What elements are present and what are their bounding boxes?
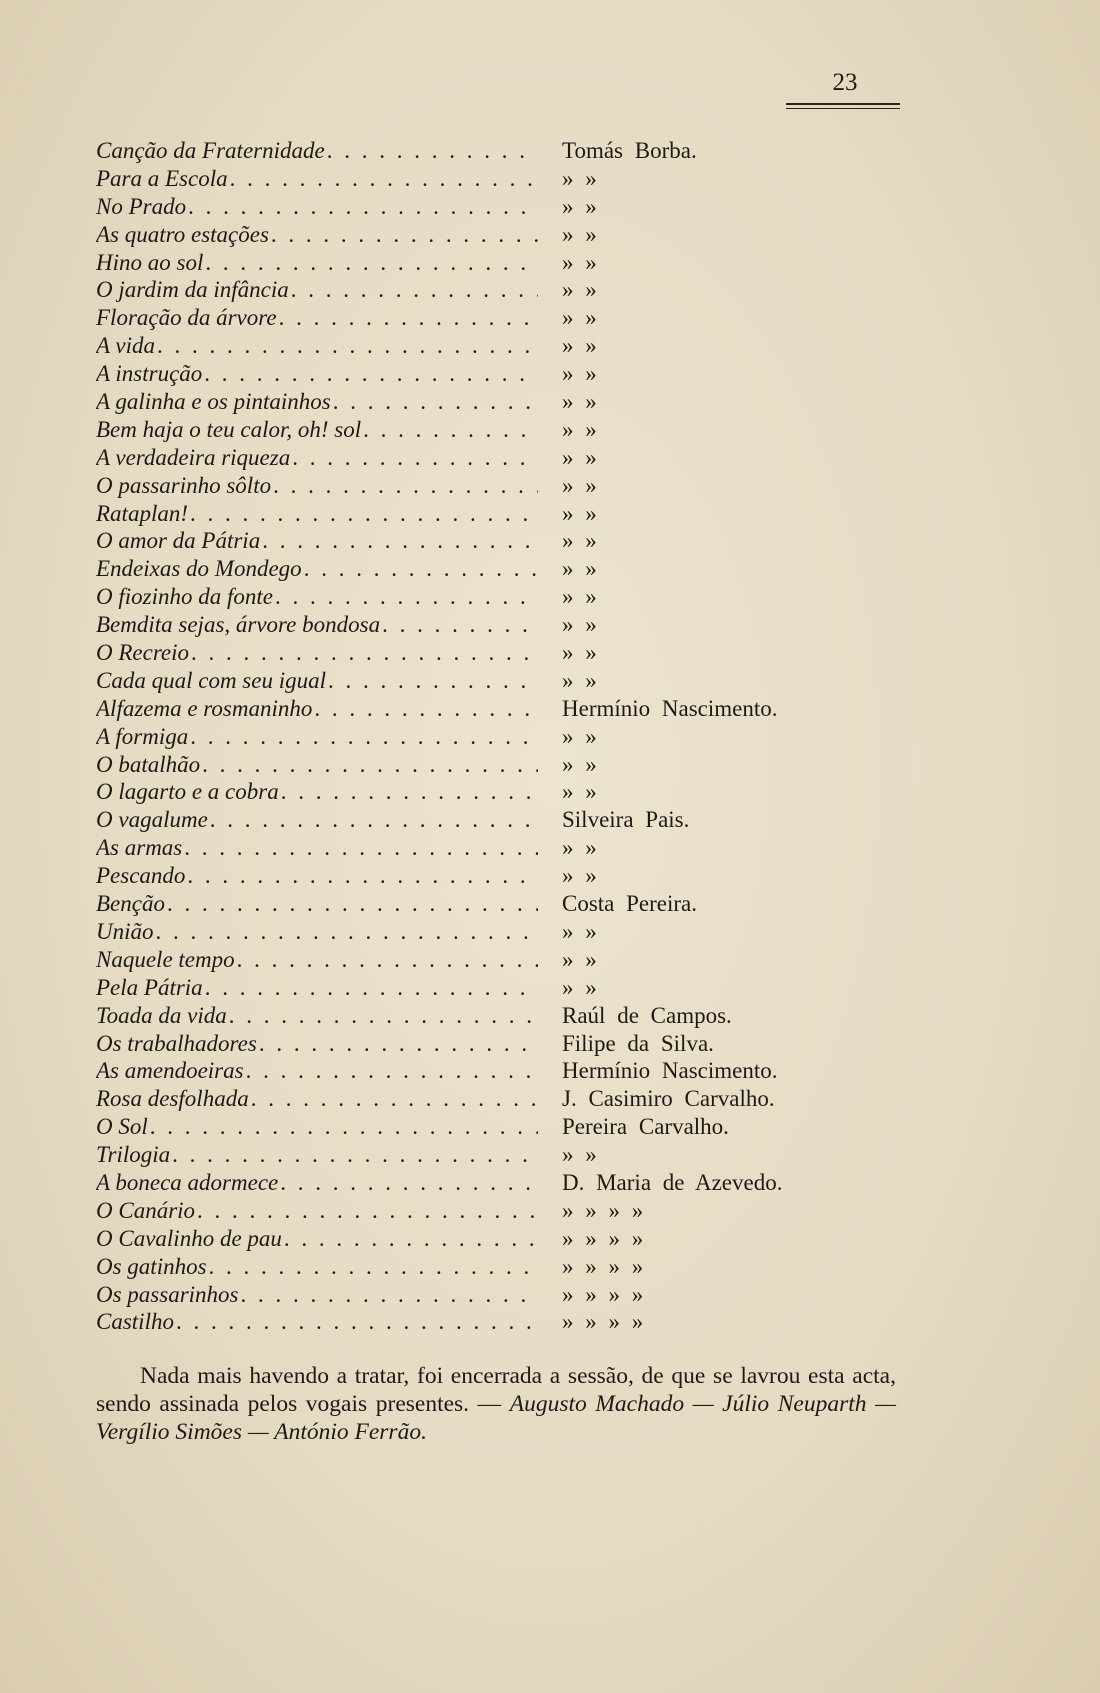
toc-title-cell	[96, 555, 538, 583]
toc-title: O fiozinho da fonte	[96, 584, 273, 610]
dot-leader	[204, 360, 538, 388]
toc-title-cell	[96, 667, 538, 695]
toc-author: » » » »	[562, 1281, 644, 1307]
toc-title-cell	[96, 1085, 538, 1113]
toc-author: Tomás Borba.	[562, 138, 697, 163]
dot-leader	[246, 1057, 538, 1085]
toc-title-cell	[96, 500, 538, 528]
toc-author: » » » »	[562, 1197, 644, 1223]
toc-title-cell	[96, 1253, 538, 1281]
toc-author: Hermínio Nascimento.	[562, 1058, 778, 1084]
toc-row	[96, 862, 856, 890]
dot-leader	[363, 416, 538, 444]
toc-author: » »	[562, 305, 597, 331]
toc-row	[96, 778, 856, 806]
dot-leader	[279, 304, 538, 332]
toc-author: J. Casimiro Carvalho.	[562, 1086, 775, 1112]
toc-title-cell	[96, 918, 538, 946]
toc-title: Toada da vida	[96, 1002, 227, 1028]
dot-leader	[205, 974, 538, 1002]
toc-row	[96, 137, 856, 165]
dot-leader	[291, 276, 538, 304]
toc-title-cell	[96, 444, 538, 472]
toc-title-cell	[96, 723, 538, 751]
toc-row	[96, 249, 856, 277]
toc-author: » »	[562, 500, 597, 526]
toc-author: Hermínio Nascimento.	[562, 695, 778, 721]
toc-title-cell	[96, 416, 538, 444]
dot-leader	[229, 1002, 538, 1030]
toc-title: Endeixas do Mondego	[96, 556, 302, 582]
toc-title: A instrução	[96, 361, 203, 387]
table-of-contents	[96, 137, 856, 1336]
dot-leader	[210, 806, 538, 834]
toc-row	[96, 444, 856, 472]
toc-row	[96, 834, 856, 862]
dot-leader	[259, 1030, 538, 1058]
toc-row	[96, 1197, 856, 1225]
toc-row	[96, 472, 856, 500]
toc-title: As armas	[96, 835, 183, 861]
toc-row	[96, 1057, 856, 1085]
toc-title: Bemdita sejas, árvore bondosa	[96, 612, 381, 638]
toc-row	[96, 193, 856, 221]
toc-row	[96, 946, 856, 974]
toc-row	[96, 388, 856, 416]
dot-leader	[156, 918, 539, 946]
toc-title-cell	[96, 472, 538, 500]
toc-title: O amor da Pátria	[96, 528, 261, 554]
dot-leader	[167, 890, 538, 918]
toc-title-cell	[96, 527, 538, 555]
toc-row	[96, 1253, 856, 1281]
toc-row	[96, 806, 856, 834]
toc-author: » »	[562, 723, 597, 749]
dot-leader	[230, 165, 538, 193]
dot-leader	[205, 249, 538, 277]
toc-author: » »	[562, 528, 597, 554]
toc-row	[96, 1141, 856, 1169]
toc-title: O vagalume	[96, 807, 208, 833]
toc-title: O batalhão	[96, 751, 201, 777]
toc-author: Filipe da Silva.	[562, 1030, 714, 1056]
toc-title: Para a Escola	[96, 165, 228, 191]
toc-row	[96, 667, 856, 695]
dot-leader	[184, 834, 538, 862]
signatures: Augusto Machado — Júlio Neuparth — Vergílio Simões — António Ferrão.	[96, 1391, 897, 1445]
toc-title: Os passarinhos	[96, 1281, 239, 1307]
toc-title-cell	[96, 611, 538, 639]
toc-author: » » » »	[562, 1309, 644, 1335]
toc-author: Raúl de Campos.	[562, 1002, 732, 1028]
toc-author: » »	[562, 751, 597, 777]
dot-leader	[187, 862, 538, 890]
toc-author: » »	[562, 193, 597, 219]
toc-row	[96, 416, 856, 444]
toc-title-cell	[96, 778, 538, 806]
toc-title: Pescando	[96, 863, 186, 889]
toc-row	[96, 276, 856, 304]
toc-title: A verdadeira riqueza	[96, 444, 291, 470]
toc-author: Costa Pereira.	[562, 891, 698, 917]
toc-author: » »	[562, 277, 597, 303]
toc-author: » »	[562, 835, 597, 861]
toc-row	[96, 1225, 856, 1253]
toc-title-cell	[96, 974, 538, 1002]
dot-leader	[190, 500, 538, 528]
toc-title-cell	[96, 276, 538, 304]
dot-leader	[314, 695, 538, 723]
toc-title-cell	[96, 360, 538, 388]
dot-leader	[241, 1281, 538, 1309]
toc-title: O Canário	[96, 1197, 196, 1223]
toc-row	[96, 165, 856, 193]
toc-title: O Sol	[96, 1114, 148, 1140]
toc-row	[96, 890, 856, 918]
toc-title-cell	[96, 249, 538, 277]
dot-leader	[197, 1197, 538, 1225]
toc-title: Naquele tempo	[96, 946, 235, 972]
closing-paragraph	[96, 1362, 896, 1446]
closing-text: Nada mais havendo a tratar, foi encerrada a sessão, de que se lavrou esta acta, sendo assinada pelos vogais presentes.	[96, 1363, 896, 1417]
toc-title-cell	[96, 1057, 538, 1085]
dot-leader	[284, 1225, 538, 1253]
dot-leader	[382, 611, 538, 639]
toc-title-cell	[96, 862, 538, 890]
toc-author: » »	[562, 249, 597, 275]
toc-row	[96, 695, 856, 723]
page-number: 23	[832, 69, 858, 96]
toc-title-cell	[96, 751, 538, 779]
toc-title-cell	[96, 1281, 538, 1309]
toc-title: Castilho	[96, 1309, 174, 1335]
toc-row	[96, 1113, 856, 1141]
dot-leader	[275, 583, 538, 611]
toc-author: » »	[562, 556, 597, 582]
dot-leader	[304, 555, 538, 583]
toc-row	[96, 360, 856, 388]
toc-title: O lagarto e a cobra	[96, 779, 279, 805]
toc-row	[96, 1308, 856, 1336]
toc-title: Alfazema e rosmaninho	[96, 695, 313, 721]
toc-title-cell	[96, 304, 538, 332]
toc-author: » »	[562, 361, 597, 387]
dot-leader	[188, 193, 538, 221]
toc-title-cell	[96, 221, 538, 249]
dot-leader	[190, 723, 538, 751]
toc-title: Bem haja o teu calor, oh! sol	[96, 416, 362, 442]
dot-leader	[271, 221, 538, 249]
toc-title-cell	[96, 332, 538, 360]
toc-title: As amendoeiras	[96, 1058, 244, 1084]
toc-author: » »	[562, 667, 597, 693]
toc-author: » »	[562, 946, 597, 972]
toc-author: » »	[562, 612, 597, 638]
toc-title: A boneca adormece	[96, 1169, 279, 1195]
dot-leader	[209, 1253, 538, 1281]
toc-title: A vida	[96, 333, 155, 359]
dot-leader	[191, 639, 538, 667]
toc-title-cell	[96, 946, 538, 974]
toc-title-cell	[96, 695, 538, 723]
dot-leader	[237, 946, 538, 974]
toc-title: Os trabalhadores	[96, 1030, 257, 1056]
toc-title: Os gatinhos	[96, 1253, 207, 1279]
dot-leader	[202, 751, 538, 779]
toc-title-cell	[96, 1113, 538, 1141]
toc-title-cell	[96, 639, 538, 667]
toc-title: O Recreio	[96, 640, 190, 666]
toc-author: » »	[562, 472, 597, 498]
toc-row	[96, 974, 856, 1002]
toc-title-cell	[96, 806, 538, 834]
toc-author: » »	[562, 333, 597, 359]
toc-row	[96, 611, 856, 639]
toc-title-cell	[96, 1308, 538, 1336]
toc-author: » »	[562, 918, 597, 944]
toc-title-cell	[96, 388, 538, 416]
toc-title: Benção	[96, 891, 165, 917]
dot-leader	[251, 1085, 538, 1113]
dot-leader	[172, 1141, 538, 1169]
toc-author: » »	[562, 974, 597, 1000]
toc-title: Floração da árvore	[96, 305, 277, 331]
toc-row	[96, 918, 856, 946]
toc-title: Rataplan!	[96, 500, 188, 526]
header-rule	[786, 103, 900, 105]
toc-title-cell	[96, 1141, 538, 1169]
dot-leader	[150, 1113, 538, 1141]
toc-row	[96, 332, 856, 360]
toc-title: Hino ao sol	[96, 249, 204, 275]
toc-title-cell	[96, 1002, 538, 1030]
toc-title-cell	[96, 1169, 538, 1197]
toc-row	[96, 1169, 856, 1197]
toc-title-cell	[96, 834, 538, 862]
toc-author: » »	[562, 640, 597, 666]
dot-leader	[176, 1308, 538, 1336]
dot-leader	[280, 1169, 538, 1197]
toc-title: O Cavalinho de pau	[96, 1225, 282, 1251]
toc-row	[96, 1085, 856, 1113]
dot-leader	[281, 778, 538, 806]
toc-title-cell	[96, 193, 538, 221]
toc-title: Cada qual com seu igual	[96, 667, 326, 693]
toc-title-cell	[96, 890, 538, 918]
toc-author: » »	[562, 1142, 597, 1168]
toc-title: As quatro estações	[96, 221, 269, 247]
toc-author: » »	[562, 165, 597, 191]
toc-author: » »	[562, 444, 597, 470]
toc-row	[96, 527, 856, 555]
toc-author: » » » »	[562, 1225, 644, 1251]
toc-row	[96, 555, 856, 583]
toc-row	[96, 1002, 856, 1030]
toc-title-cell	[96, 1197, 538, 1225]
dot-leader	[292, 444, 538, 472]
toc-title: União	[96, 918, 154, 944]
dot-leader	[262, 527, 538, 555]
toc-author: Silveira Pais.	[562, 807, 690, 833]
closing-dash: —	[469, 1391, 510, 1417]
dot-leader	[327, 137, 538, 165]
toc-title-cell	[96, 165, 538, 193]
toc-title: Rosa desfolhada	[96, 1086, 249, 1112]
header-rule-thin	[786, 108, 900, 109]
dot-leader	[333, 388, 538, 416]
toc-author: » »	[562, 584, 597, 610]
toc-author: » »	[562, 863, 597, 889]
toc-row	[96, 221, 856, 249]
toc-title: Canção da Fraternidade	[96, 138, 325, 163]
toc-author: D. Maria de Azevedo.	[562, 1169, 783, 1195]
toc-title-cell	[96, 137, 538, 165]
toc-author: » »	[562, 389, 597, 415]
toc-row	[96, 304, 856, 332]
toc-title: O jardim da infância	[96, 277, 289, 303]
toc-title: A galinha e os pintainhos	[96, 389, 331, 415]
toc-row	[96, 1030, 856, 1058]
toc-row	[96, 723, 856, 751]
dot-leader	[273, 472, 538, 500]
dot-leader	[328, 667, 538, 695]
toc-author: » »	[562, 779, 597, 805]
toc-title: A formiga	[96, 723, 189, 749]
toc-title-cell	[96, 583, 538, 611]
toc-title-cell	[96, 1030, 538, 1058]
toc-row	[96, 639, 856, 667]
toc-title: Pela Pátria	[96, 974, 203, 1000]
toc-author: Pereira Carvalho.	[562, 1114, 729, 1140]
toc-author: » »	[562, 416, 597, 442]
toc-row	[96, 583, 856, 611]
toc-row	[96, 1281, 856, 1309]
toc-row	[96, 500, 856, 528]
toc-author: » »	[562, 221, 597, 247]
toc-title: Trilogia	[96, 1142, 171, 1168]
toc-row	[96, 751, 856, 779]
toc-title: No Prado	[96, 193, 187, 219]
dot-leader	[157, 332, 538, 360]
toc-title: O passarinho sôlto	[96, 472, 272, 498]
toc-author: » » » »	[562, 1253, 644, 1279]
toc-title-cell	[96, 1225, 538, 1253]
